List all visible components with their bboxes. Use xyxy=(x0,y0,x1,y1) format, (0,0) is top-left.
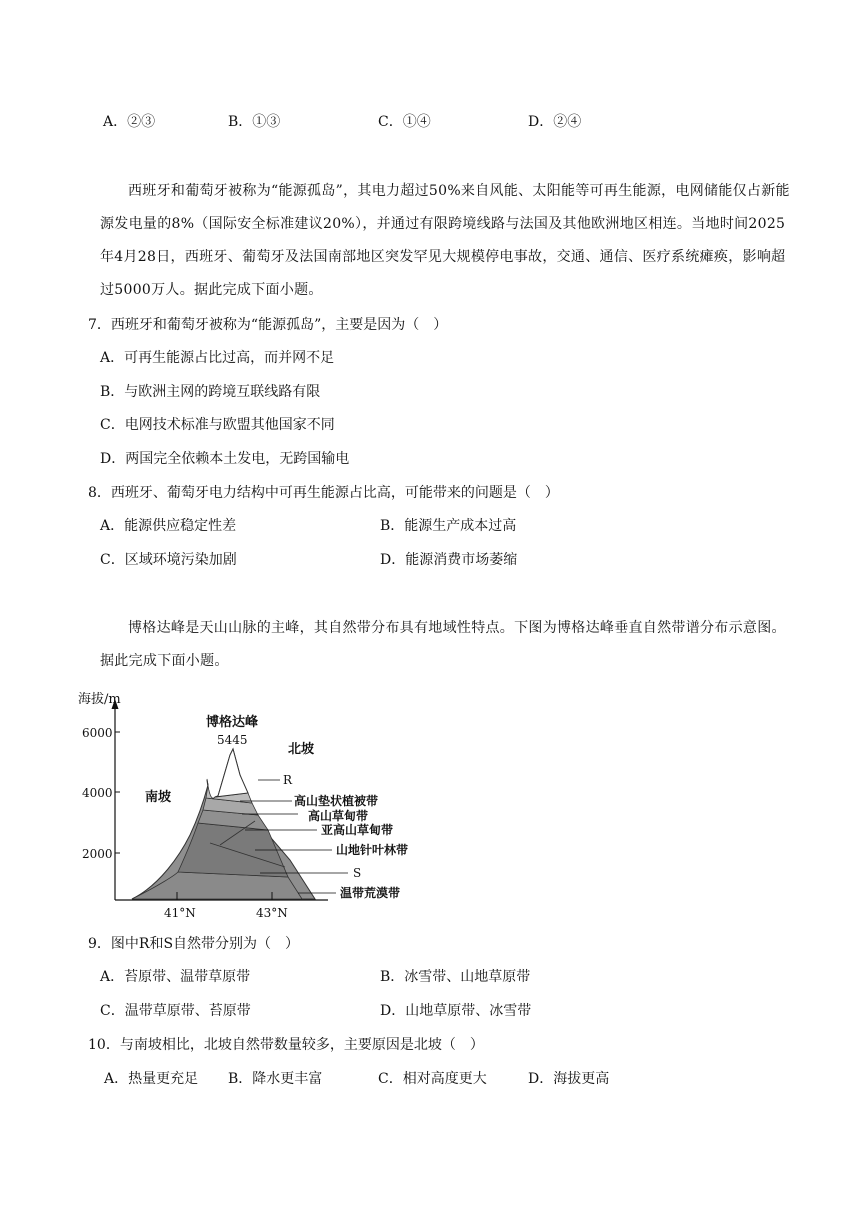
q7-option-c: C．电网技术标准与欧盟其他国家不同 xyxy=(100,417,335,433)
peak-elevation: 5445 xyxy=(217,733,248,747)
q6-option-b: B．①③ xyxy=(228,114,281,130)
zone-label-cushion: 高山垫状植被带 xyxy=(294,794,379,808)
q6-option-a: A．②③ xyxy=(103,114,156,130)
y-tick-6000: 6000 xyxy=(82,726,113,740)
q8-stem: 8．西班牙、葡萄牙电力结构中可再生能源占比高，可能带来的问题是（ ） xyxy=(88,485,559,501)
q10-option-d: D．海拔更高 xyxy=(528,1071,610,1087)
q9-option-b: B．冰雪带、山地草原带 xyxy=(380,969,531,985)
y-tick-4000: 4000 xyxy=(82,786,113,800)
q8-option-c: C．区域环境污染加剧 xyxy=(100,552,237,568)
zone-label-s: S xyxy=(353,866,362,880)
q9-option-c: C．温带草原带、苔原带 xyxy=(100,1003,251,1019)
q9-stem: 9．图中R和S自然带分别为（ ） xyxy=(88,936,300,952)
x-tick-43n: 43°N xyxy=(256,906,288,920)
q8-option-b: B．能源生产成本过高 xyxy=(380,518,517,534)
y-axis-label: 海拔/m xyxy=(78,692,121,707)
q7-stem: 7．西班牙和葡萄牙被称为“能源孤岛”，主要是因为（ ） xyxy=(88,317,448,333)
q7-option-d: D．两国完全依赖本土发电，无跨国输电 xyxy=(100,451,350,467)
zone-label-subalpine: 亚高山草甸带 xyxy=(321,823,394,837)
zone-label-r: R xyxy=(283,773,293,787)
zone-label-desert: 温带荒漠带 xyxy=(340,886,401,900)
q8-option-a: A．能源供应稳定性差 xyxy=(100,518,237,534)
y-tick-2000: 2000 xyxy=(82,847,113,861)
q10-stem: 10．与南坡相比，北坡自然带数量较多，主要原因是北坡（ ） xyxy=(88,1037,484,1053)
north-slope-label: 北坡 xyxy=(288,742,315,757)
q7-option-b: B．与欧洲主网的跨境互联线路有限 xyxy=(100,384,321,400)
q7-option-a: A．可再生能源占比过高，而并网不足 xyxy=(100,350,335,366)
zone-label-conifer: 山地针叶林带 xyxy=(336,843,409,857)
q9-option-d: D．山地草原带、冰雪带 xyxy=(380,1003,532,1019)
passage-bogda-peak: 博格达峰是天山山脉的主峰，其自然带分布具有地域性特点。下图为博格达峰垂直自然带谱分布示意图。据此完成下面小题。 xyxy=(100,620,786,669)
south-slope-label: 南坡 xyxy=(145,790,172,805)
vertical-zone-diagram xyxy=(70,685,430,925)
peak-name: 博格达峰 xyxy=(206,715,259,730)
q10-option-a: A．热量更充足 xyxy=(104,1071,199,1087)
x-tick-41n: 41°N xyxy=(164,906,196,920)
q6-option-c: C．①④ xyxy=(378,114,431,130)
q10-option-c: C．相对高度更大 xyxy=(378,1071,487,1087)
zone-r-peak xyxy=(215,749,248,797)
zone-label-alpine-meadow: 高山草甸带 xyxy=(308,809,369,823)
q6-option-d: D．②④ xyxy=(528,114,582,130)
q8-option-d: D．能源消费市场萎缩 xyxy=(380,552,518,568)
passage-energy-island: 西班牙和葡萄牙被称为“能源孤岛”，其电力超过50%来自风能、太阳能等可再生能源，电网储能仅占新能源发电量的8%（国际安全标准建议20%），并通过有限跨境线路与法国及其他欧洲地区相连。当地时间2025年4月28日，西班牙、葡萄牙及法国南部地区突发罕见大规模停电事故，交通、通信、医疗系统瘫痪，影响超过5000万人。据此完成下面小题。 xyxy=(100,183,790,298)
q9-option-a: A．苔原带、温带草原带 xyxy=(100,969,251,985)
q10-option-b: B．降水更丰富 xyxy=(228,1071,323,1087)
